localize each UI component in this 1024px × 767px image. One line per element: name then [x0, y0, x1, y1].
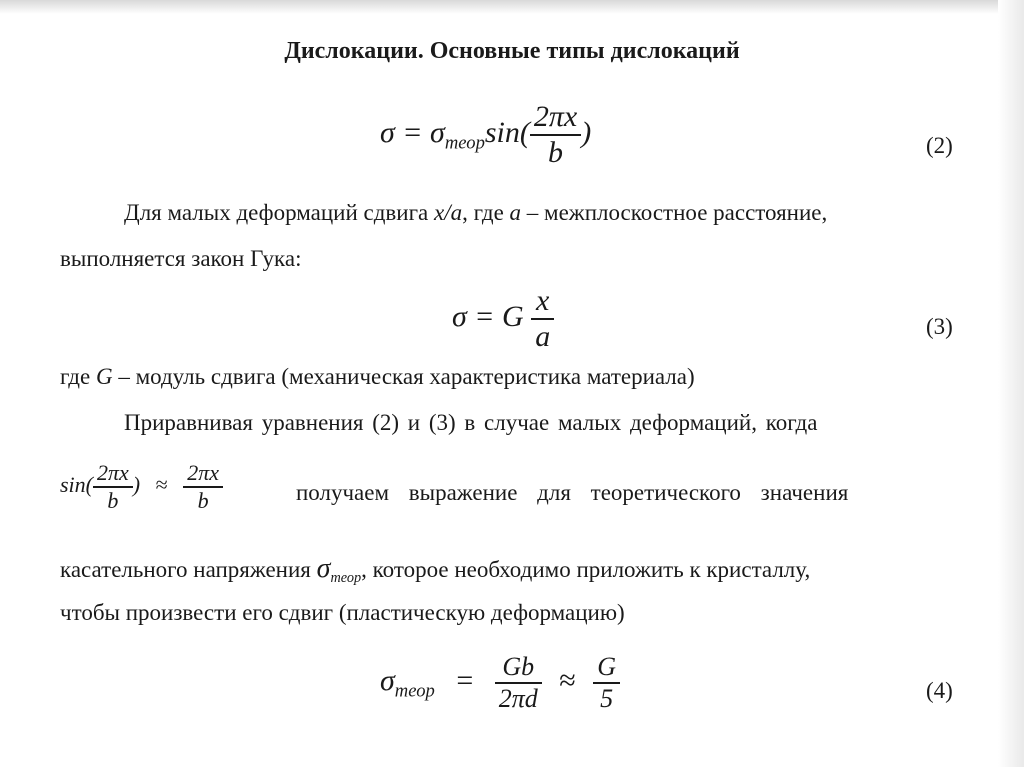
paragraph-1-line-2: выполняется закон Гука: [60, 246, 302, 271]
p1-var-a: a [509, 200, 522, 225]
paragraph-3-line-4: чтобы произвести его сдвиг (пластическую деформацию) [60, 600, 625, 625]
eq2-fraction [530, 100, 581, 170]
eq3-lhs: σ = G [452, 299, 524, 333]
sin-approx-rhs-denominator: b [183, 486, 223, 514]
eq4-lhs: σ [380, 663, 395, 697]
equation-4 [380, 652, 620, 714]
eq4-denominator-2: 5 [593, 682, 620, 714]
equation-3-number: (3) [926, 314, 953, 339]
eq4-equals: = [456, 663, 474, 697]
sin-approx-symbol: ≈ [155, 472, 168, 498]
eq2-lhs: σ = σ [380, 115, 445, 149]
eq4-approx: ≈ [559, 663, 576, 697]
paragraph-2 [60, 364, 695, 390]
paragraph-1-line-1 [124, 200, 827, 226]
eq2-sin: sin( [484, 115, 530, 149]
p1-text-a: Для малых деформаций сдвига [124, 200, 429, 225]
paragraph-3-line-1: Приравнивая уравнения (2) и (3) в случае малых деформаций, когда [124, 410, 818, 435]
eq2-subscript: теор [444, 132, 485, 154]
sin-approx-fn: sin( [60, 472, 93, 498]
p2-text-b: – модуль сдвига (механическая характеристика материала) [112, 364, 695, 389]
p3-sigma-subscript: теор [330, 569, 362, 586]
p1-var-x-a: x/a [433, 200, 463, 225]
sin-approx-fraction [93, 460, 133, 514]
equation-4-number: (4) [926, 678, 953, 703]
sin-approx-close: ) [132, 472, 141, 498]
equation-3 [452, 284, 554, 354]
eq2-denominator: b [530, 134, 581, 170]
p1-text-c: – межплоскостное расстояние, [521, 200, 828, 225]
p2-var-g: G [95, 364, 113, 389]
sin-approx-numerator: 2πx [97, 460, 129, 485]
paragraph-3-line-2: получаем выражение для теоретического значения [296, 480, 849, 505]
slide-title: Дислокации. Основные типы дислокаций [284, 38, 740, 64]
eq3-numerator: x [536, 284, 550, 317]
eq3-denominator: a [531, 318, 554, 354]
sin-approx-denominator: b [93, 486, 133, 514]
p1-text-b: , где [462, 200, 504, 225]
p3-text-b: , которое необходимо приложить к кристаллу, [361, 557, 811, 582]
equation-2-number: (2) [926, 133, 953, 158]
eq4-numerator-1: Gb [502, 652, 535, 681]
eq2-numerator: 2πx [533, 100, 578, 133]
right-shadow [998, 0, 1024, 767]
eq4-denominator-1: 2πd [495, 682, 542, 714]
equation-2 [380, 100, 591, 170]
eq4-numerator-2: G [597, 652, 617, 681]
eq2-close-paren: ) [581, 115, 592, 149]
sin-approximation [60, 460, 223, 514]
eq4-fraction-2 [593, 652, 620, 714]
p3-text-a: касательного напряжения [60, 557, 311, 582]
sin-approx-rhs-numerator: 2πx [187, 460, 219, 485]
eq4-subscript: теор [394, 680, 435, 702]
eq4-fraction-1 [495, 652, 542, 714]
top-shadow [0, 0, 1024, 14]
sin-approx-rhs-fraction [183, 460, 223, 514]
p2-text-a: где [60, 364, 91, 389]
eq3-fraction [531, 284, 554, 354]
p3-sigma: σ [316, 553, 331, 584]
paragraph-3-line-3 [60, 553, 810, 587]
